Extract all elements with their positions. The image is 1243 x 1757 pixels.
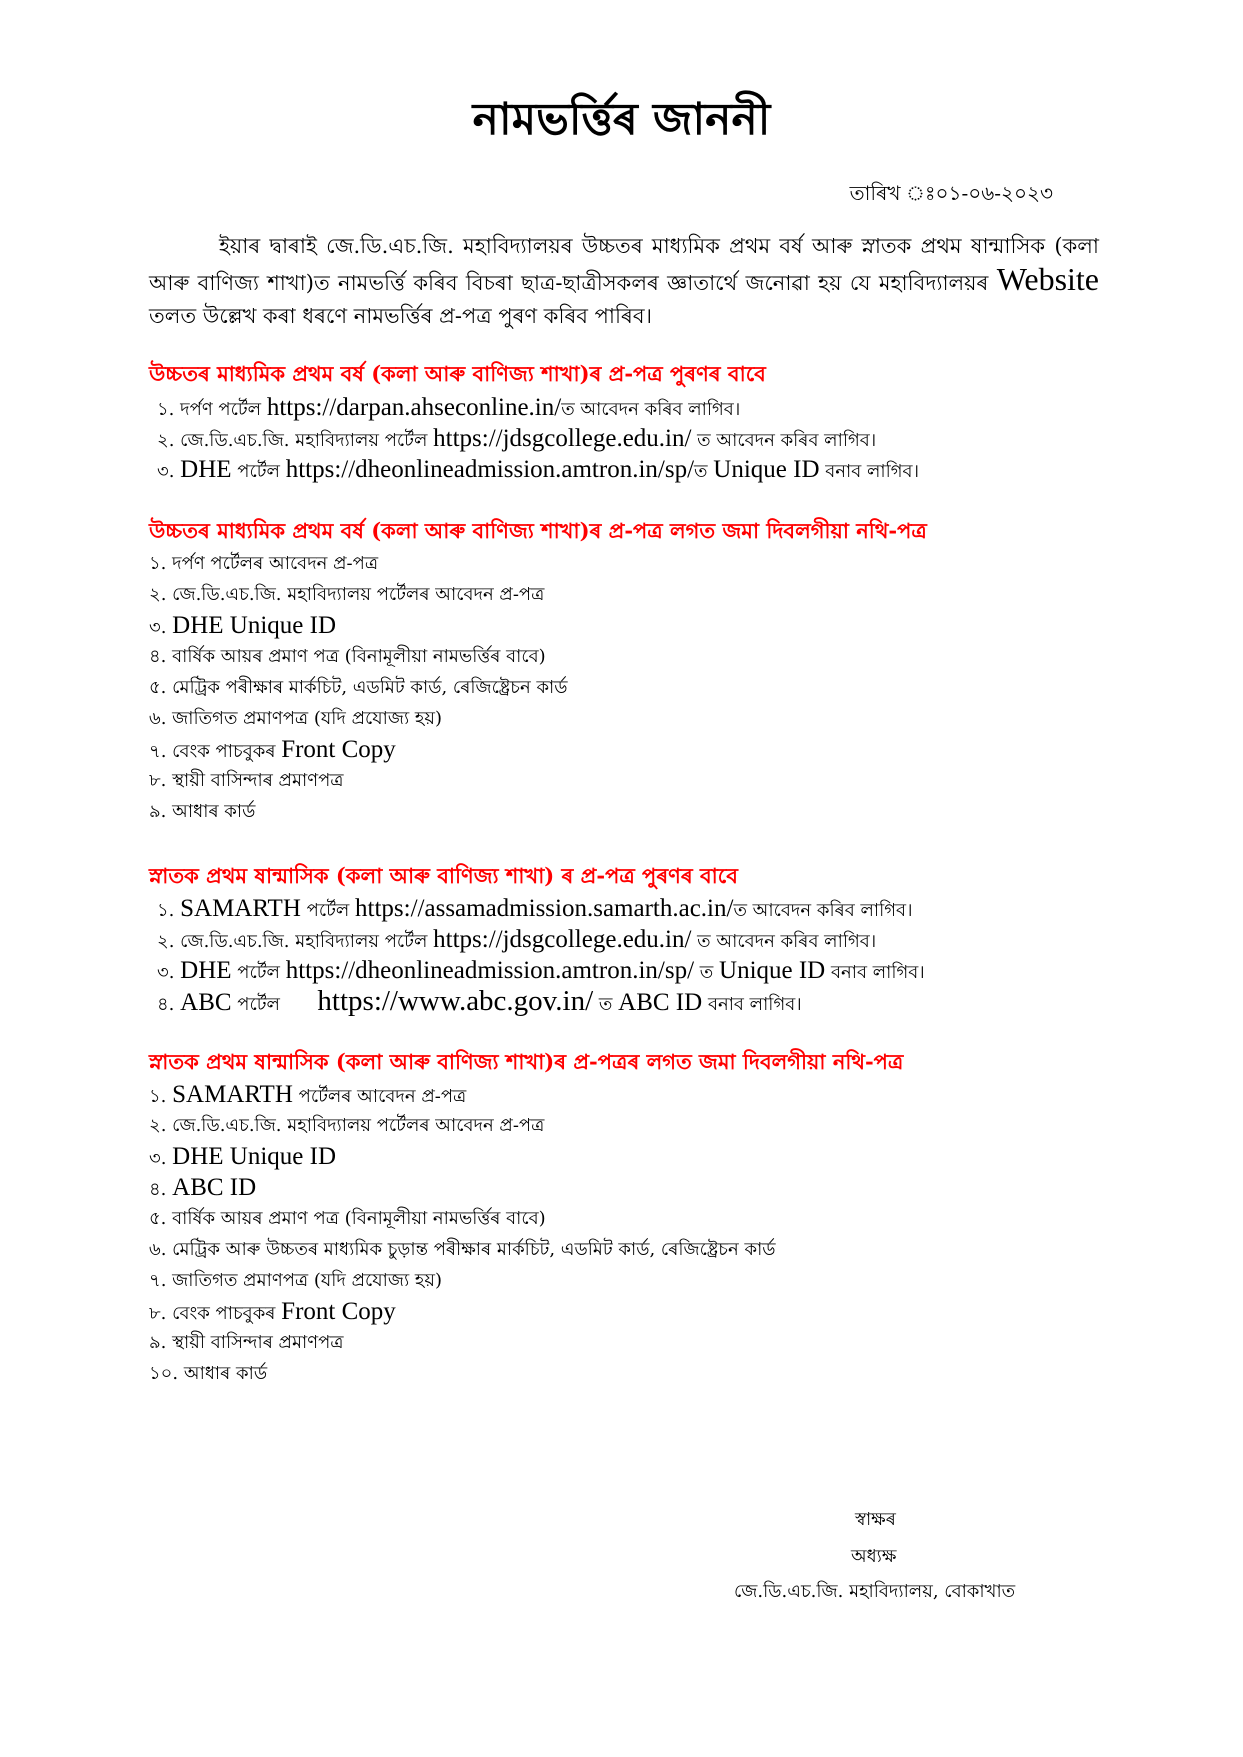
item-number: ৪. xyxy=(157,994,175,1015)
list-item xyxy=(149,1172,1109,1203)
item-text: ABC ID xyxy=(172,1174,257,1201)
item-text: আধাৰ কাৰ্ড xyxy=(172,801,256,822)
item-text: পৰ্টেল xyxy=(237,962,280,983)
item-text: জে.ডি.এচ.জি. মহাবিদ্যালয় পৰ্টেলৰ আবেদন প্ৰ-পত্ৰ xyxy=(172,584,545,605)
item-number: ৮. xyxy=(149,770,167,791)
signature-label: স্বাক্ষৰ xyxy=(855,1509,896,1530)
section-heading-hs-documents: উচ্চতৰ মাধ্যমিক প্ৰথম বৰ্ষ (কলা আৰু বাণিজ্য শাখা)ৰ প্ৰ-পত্ৰ লগত জমা দিবলগীয়া নথি-পত্ৰ xyxy=(149,518,927,543)
list-item xyxy=(149,924,1109,955)
item-text: ABC ID xyxy=(618,989,703,1016)
item-text: স্থায়ী বাসিন্দাৰ প্ৰমাণপত্ৰ xyxy=(172,770,344,791)
item-text: SAMARTH xyxy=(172,1081,293,1108)
item-text: পৰ্টেলৰ আবেদন প্ৰ-পত্ৰ xyxy=(298,1086,467,1107)
section-heading-ug-documents: স্নাতক প্ৰথম ষান্মাসিক (কলা আৰু বাণিজ্য শাখা)ৰ প্ৰ-পত্ৰৰ লগত জমা দিবলগীয়া নথি-পত্ৰ xyxy=(149,1049,904,1074)
item-text: বেংক পাচবুকৰ xyxy=(172,1303,276,1324)
list-item xyxy=(149,1141,1109,1172)
section-heading-hs-form-fill: উচ্চতৰ মাধ্যমিক প্ৰথম বৰ্ষ (কলা আৰু বাণিজ্য শাখা)ৰ প্ৰ-পত্ৰ পুৰণৰ বাবে xyxy=(149,361,766,386)
item-text: SAMARTH xyxy=(180,895,301,922)
item-text: জাতিগত প্ৰমাণপত্ৰ (যদি প্ৰযোজ্য হয়) xyxy=(172,708,442,729)
list-item xyxy=(149,610,1109,641)
item-text: Front Copy xyxy=(281,1298,396,1325)
list-item xyxy=(149,796,1109,827)
item-number: ২. xyxy=(149,584,167,605)
list-item xyxy=(149,392,1109,423)
item-number: ৯. xyxy=(149,1332,167,1353)
item-number: ৭. xyxy=(149,1270,167,1291)
list-item xyxy=(149,986,1109,1017)
item-text: ত xyxy=(699,962,714,983)
item-number: ৩. xyxy=(149,617,167,638)
item-text: দৰ্পণ পৰ্টেলৰ আবেদন প্ৰ-পত্ৰ xyxy=(172,553,379,574)
item-text: বনাব লাগিব। xyxy=(830,962,925,983)
item-text: পৰ্টেল xyxy=(306,900,350,921)
document-title: নামভৰ্ত্তিৰ জাননী xyxy=(472,94,771,145)
intro-paragraph xyxy=(149,230,1099,333)
item-text: ত xyxy=(694,461,708,482)
portal-url: https://jdsgcollege.edu.in/ xyxy=(433,425,692,452)
list-item xyxy=(149,454,1109,485)
ug-documents-list xyxy=(149,1079,1109,1389)
item-text: জাতিগত প্ৰমাণপত্ৰ (যদি প্ৰযোজ্য হয়) xyxy=(172,1270,442,1291)
list-item xyxy=(149,579,1109,610)
intro-text-part2: তলত উল্লেখ কৰা ধৰণে নামভৰ্ত্তিৰ প্ৰ-পত্ৰ পুৰণ কৰিব পাৰিব। xyxy=(149,304,653,328)
list-item xyxy=(149,672,1109,703)
item-text: আধাৰ কাৰ্ড xyxy=(183,1363,268,1384)
item-number: ৩. xyxy=(157,461,175,482)
list-item xyxy=(149,548,1109,579)
list-item xyxy=(149,893,1109,924)
item-number: ৬. xyxy=(149,708,167,729)
list-item xyxy=(149,955,1109,986)
date-line: তাৰিখ ঃ০১-০৬-২০২৩ xyxy=(849,181,1053,205)
item-text: ত আবেদন কৰিব লাগিব। xyxy=(561,399,741,420)
item-text: DHE Unique ID xyxy=(172,612,337,639)
list-item xyxy=(149,1203,1109,1234)
section-heading-ug-form-fill: স্নাতক প্ৰথম ষান্মাসিক (কলা আৰু বাণিজ্য শাখা) ৰ প্ৰ-পত্ৰ পুৰণৰ বাবে xyxy=(149,863,738,888)
intro-text-part1: ইয়াৰ দ্বাৰাই জে.ডি.এচ.জি. মহাবিদ্যালয়ৰ উচ্চতৰ মাধ্যমিক প্ৰথম বৰ্ষ আৰু স্নাতক প্ৰথম ষান্মাসিক (কলা আৰু বাণিজ্য শাখা)ত নামভৰ্ত্তি কৰিব বিচৰা ছাত্ৰ-ছাত্ৰীসকলৰ জ্ঞাতাৰ্থে জনোৱা হয় যে মহাবিদ্যালয়ৰ xyxy=(149,234,1099,295)
list-item xyxy=(149,734,1109,765)
portal-url: https://dheonlineadmission.amtron.in/sp/ xyxy=(285,456,695,483)
item-number: ২. xyxy=(157,931,175,952)
list-item xyxy=(149,1234,1109,1265)
portal-url: https://assamadmission.samarth.ac.in/ xyxy=(355,895,734,922)
item-number: ৩. xyxy=(157,962,175,983)
list-item xyxy=(149,765,1109,796)
signatory-designation: অধ্যক্ষ xyxy=(851,1546,897,1567)
list-item xyxy=(149,1358,1109,1389)
item-text: DHE Unique ID xyxy=(172,1143,337,1170)
item-text: ত xyxy=(598,994,613,1015)
item-number: ৯. xyxy=(149,801,167,822)
ug-form-fill-list xyxy=(149,893,1109,1017)
item-text: ত আবেদন কৰিব লাগিব। xyxy=(733,900,913,921)
item-text: বাৰ্ষিক আয়ৰ প্ৰমাণ পত্ৰ (বিনামূলীয়া নামভৰ্ত্তিৰ বাবে) xyxy=(172,646,546,667)
portal-url: https://www.abc.gov.in/ xyxy=(317,986,594,1017)
item-number: ৫. xyxy=(149,677,167,698)
list-item xyxy=(149,1110,1109,1141)
portal-url: https://jdsgcollege.edu.in/ xyxy=(433,926,692,953)
item-text: DHE xyxy=(180,957,232,984)
item-number: ৫. xyxy=(149,1208,167,1229)
list-item xyxy=(149,1265,1109,1296)
item-text: জে.ডি.এচ.জি. মহাবিদ্যালয় পৰ্টেল xyxy=(180,430,428,451)
item-text: বেংক পাচবুকৰ xyxy=(172,741,276,762)
item-text: ত আবেদন কৰিব লাগিব। xyxy=(697,931,877,952)
hs-form-fill-list xyxy=(149,392,1109,485)
item-text: ABC xyxy=(180,989,232,1016)
item-text: Front Copy xyxy=(281,736,396,763)
item-text: বাৰ্ষিক আয়ৰ প্ৰমাণ পত্ৰ (বিনামূলীয়া নামভৰ্ত্তিৰ বাবে) xyxy=(172,1208,546,1229)
item-text: Unique ID xyxy=(713,456,820,483)
item-text: পৰ্টেল xyxy=(237,461,280,482)
item-number: ২. xyxy=(149,1115,167,1136)
intro-website-word: Website xyxy=(996,261,1099,297)
item-text: Unique ID xyxy=(719,957,826,984)
item-text: জে.ডি.এচ.জি. মহাবিদ্যালয় পৰ্টেল xyxy=(180,931,428,952)
item-number: ১. xyxy=(157,900,175,921)
item-text: বনাব লাগিব। xyxy=(707,994,802,1015)
item-text: DHE xyxy=(180,456,232,483)
institution-name: জে.ডি.এচ.জি. মহাবিদ্যালয়, বোকাখাত xyxy=(734,1581,1016,1602)
list-item xyxy=(149,641,1109,672)
item-number: ২. xyxy=(157,430,175,451)
item-number: ৭. xyxy=(149,741,167,762)
hs-documents-list xyxy=(149,548,1109,827)
item-number: ১০. xyxy=(149,1363,179,1384)
item-number: ১. xyxy=(157,399,175,420)
list-item xyxy=(149,1079,1109,1110)
item-text: ত আবেদন কৰিব লাগিব। xyxy=(697,430,877,451)
portal-url: https://dheonlineadmission.amtron.in/sp/ xyxy=(285,957,695,984)
item-text: বনাব লাগিব। xyxy=(825,461,920,482)
item-number: ৩. xyxy=(149,1148,167,1169)
item-number: ১. xyxy=(149,1086,167,1107)
item-text: দৰ্পণ পৰ্টেল xyxy=(180,399,262,420)
item-text: মেট্ৰিক পৰীক্ষাৰ মাৰ্কচিট, এডমিট কাৰ্ড, ৰেজিষ্ট্ৰেচন কাৰ্ড xyxy=(172,677,568,698)
item-number: ৪. xyxy=(149,646,167,667)
item-number: ১. xyxy=(149,553,167,574)
list-item xyxy=(149,703,1109,734)
item-text: জে.ডি.এচ.জি. মহাবিদ্যালয় পৰ্টেলৰ আবেদন প্ৰ-পত্ৰ xyxy=(172,1115,545,1136)
item-number: ৪. xyxy=(149,1179,167,1200)
list-item xyxy=(149,1296,1109,1327)
item-number: ৬. xyxy=(149,1239,167,1260)
item-text: পৰ্টেল xyxy=(237,994,280,1015)
item-number: ৮. xyxy=(149,1303,167,1324)
list-item xyxy=(149,1327,1109,1358)
portal-url: https://darpan.ahseconline.in/ xyxy=(266,394,562,421)
item-text: মেট্ৰিক আৰু উচ্চতৰ মাধ্যমিক চুড়ান্ত পৰীক্ষাৰ মাৰ্কচিট, এডমিট কাৰ্ড, ৰেজিষ্ট্ৰেচন কাৰ্ড xyxy=(172,1239,776,1260)
list-item xyxy=(149,423,1109,454)
item-text: স্থায়ী বাসিন্দাৰ প্ৰমাণপত্ৰ xyxy=(172,1332,344,1353)
